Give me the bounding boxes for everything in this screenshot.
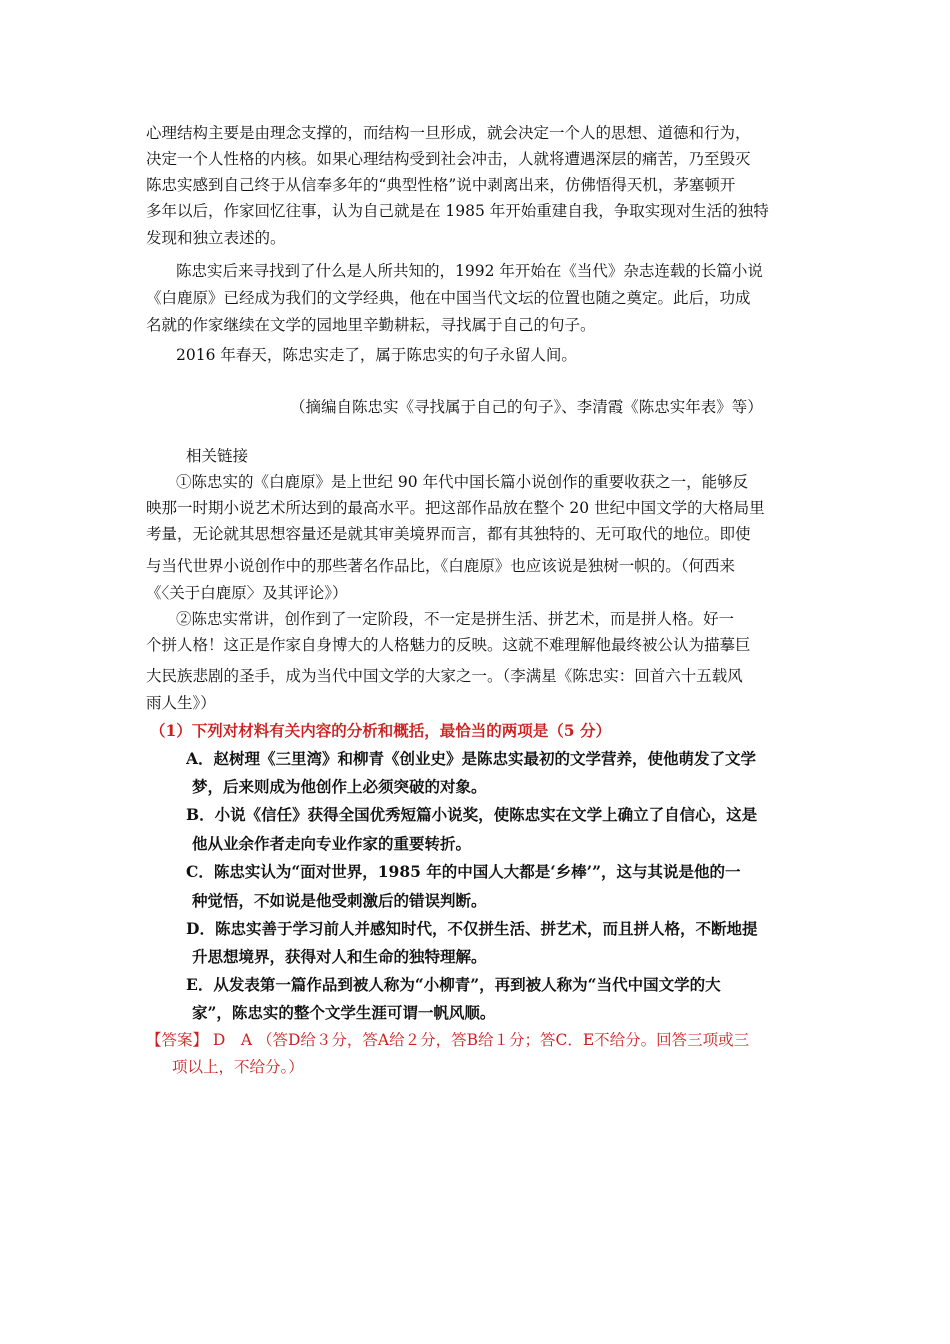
- question-stem: （1）下列对材料有关内容的分析和概括，最恰当的两项是（5 分）: [150, 721, 611, 740]
- links-line: ②陈忠实常讲，创作到了一定阶段，不一定是拼生活、拼艺术，而是拼人格。好一: [176, 610, 735, 628]
- passage-line: 多年以后，作家回忆往事，认为自己就是在 1985 年开始重建自我，争取实现对生活的独特: [146, 202, 769, 220]
- option-c-line1: C．陈忠实认为“面对世界，1985 年的中国人大都是‘乡棒’”，这与其说是他的一: [186, 862, 741, 881]
- passage-source: （摘编自陈忠实《寻找属于自己的句子》、李清霞《陈忠实年表》等）: [290, 398, 763, 416]
- passage-line: 名就的作家继续在文学的园地里辛勤耕耘，寻找属于自己的句子。: [146, 316, 596, 334]
- links-line: 大民族悲剧的圣手，成为当代中国文学的大家之一。（李满星《陈忠实：回首六十五载风: [146, 667, 743, 685]
- passage-line: 2016 年春天，陈忠实走了，属于陈忠实的句子永留人间。: [176, 346, 577, 364]
- links-line: 与当代世界小说创作中的那些著名作品比，《白鹿原》也应该说是独树一帜的。（何西来: [146, 557, 736, 575]
- answer-line2: 项以上，不给分。）: [172, 1058, 304, 1076]
- option-b-line1: B．小说《信任》获得全国优秀短篇小说奖，使陈忠实在文学上确立了自信心，这是: [186, 805, 758, 824]
- answer-line1: 【答案】 D A （答D给３分，答A给２分，答B给１分；答C．E不给分。回答三项或三: [146, 1031, 750, 1049]
- links-line: 个拼人格！这正是作家自身博大的人格魅力的反映。这就不难理解他最终被公认为描摹巨: [146, 636, 751, 654]
- passage-line: 《白鹿原》已经成为我们的文学经典，他在中国当代文坛的位置也随之奠定。此后，功成: [146, 289, 751, 307]
- option-c-line2: 种觉悟，不如说是他受刺激后的错误判断。: [192, 891, 487, 910]
- passage-line: 心理结构主要是由理念支撑的，而结构一旦形成，就会决定一个人的思想、道德和行为，: [146, 124, 751, 142]
- passage-line: 陈忠实感到自己终于从信奉多年的“典型性格”说中剥离出来，仿佛悟得天机，茅塞顿开: [146, 176, 736, 194]
- links-title: 相关链接: [186, 447, 249, 465]
- option-a-line1: A．赵树理《三里湾》和柳青《创业史》是陈忠实最初的文学营养，使他萌发了文学: [186, 749, 757, 768]
- option-e-line1: E．从发表第一篇作品到被人称为“小柳青”，再到被人称为“当代中国文学的大: [186, 975, 721, 994]
- passage-line: 发现和独立表述的。: [146, 229, 286, 247]
- option-d-line2: 升思想境界，获得对人和生命的独特理解。: [192, 947, 487, 966]
- passage-line: 陈忠实后来寻找到了什么是人所共知的，1992 年开始在《当代》杂志连载的长篇小说: [176, 262, 763, 280]
- passage-line: 决定一个人性格的内核。如果心理结构受到社会冲击，人就将遭遇深层的痛苦，乃至毁灭: [146, 150, 751, 168]
- option-b-line2: 他从业余作者走向专业作家的重要转折。: [192, 834, 472, 853]
- option-a-line2: 梦，后来则成为他创作上必须突破的对象。: [192, 777, 487, 796]
- links-line: ①陈忠实的《白鹿原》是上世纪 90 年代中国长篇小说创作的重要收获之一，能够反: [176, 473, 749, 491]
- links-line: 《〈关于白鹿原〉及其评论》）: [146, 584, 348, 602]
- option-d-line1: D．陈忠实善于学习前人并感知时代，不仅拼生活、拼艺术，而且拼人格，不断地提: [186, 919, 758, 938]
- links-line: 映那一时期小说艺术所达到的最高水平。把这部作品放在整个 20 世纪中国文学的大格局里: [146, 499, 765, 517]
- option-e-line2: 家”，陈忠实的整个文学生涯可谓一帆风顺。: [192, 1003, 496, 1022]
- links-line: 考量，无论就其思想容量还是就其审美境界而言，都有其独特的、无可取代的地位。即使: [146, 525, 751, 543]
- links-line: 雨人生》）: [146, 694, 216, 712]
